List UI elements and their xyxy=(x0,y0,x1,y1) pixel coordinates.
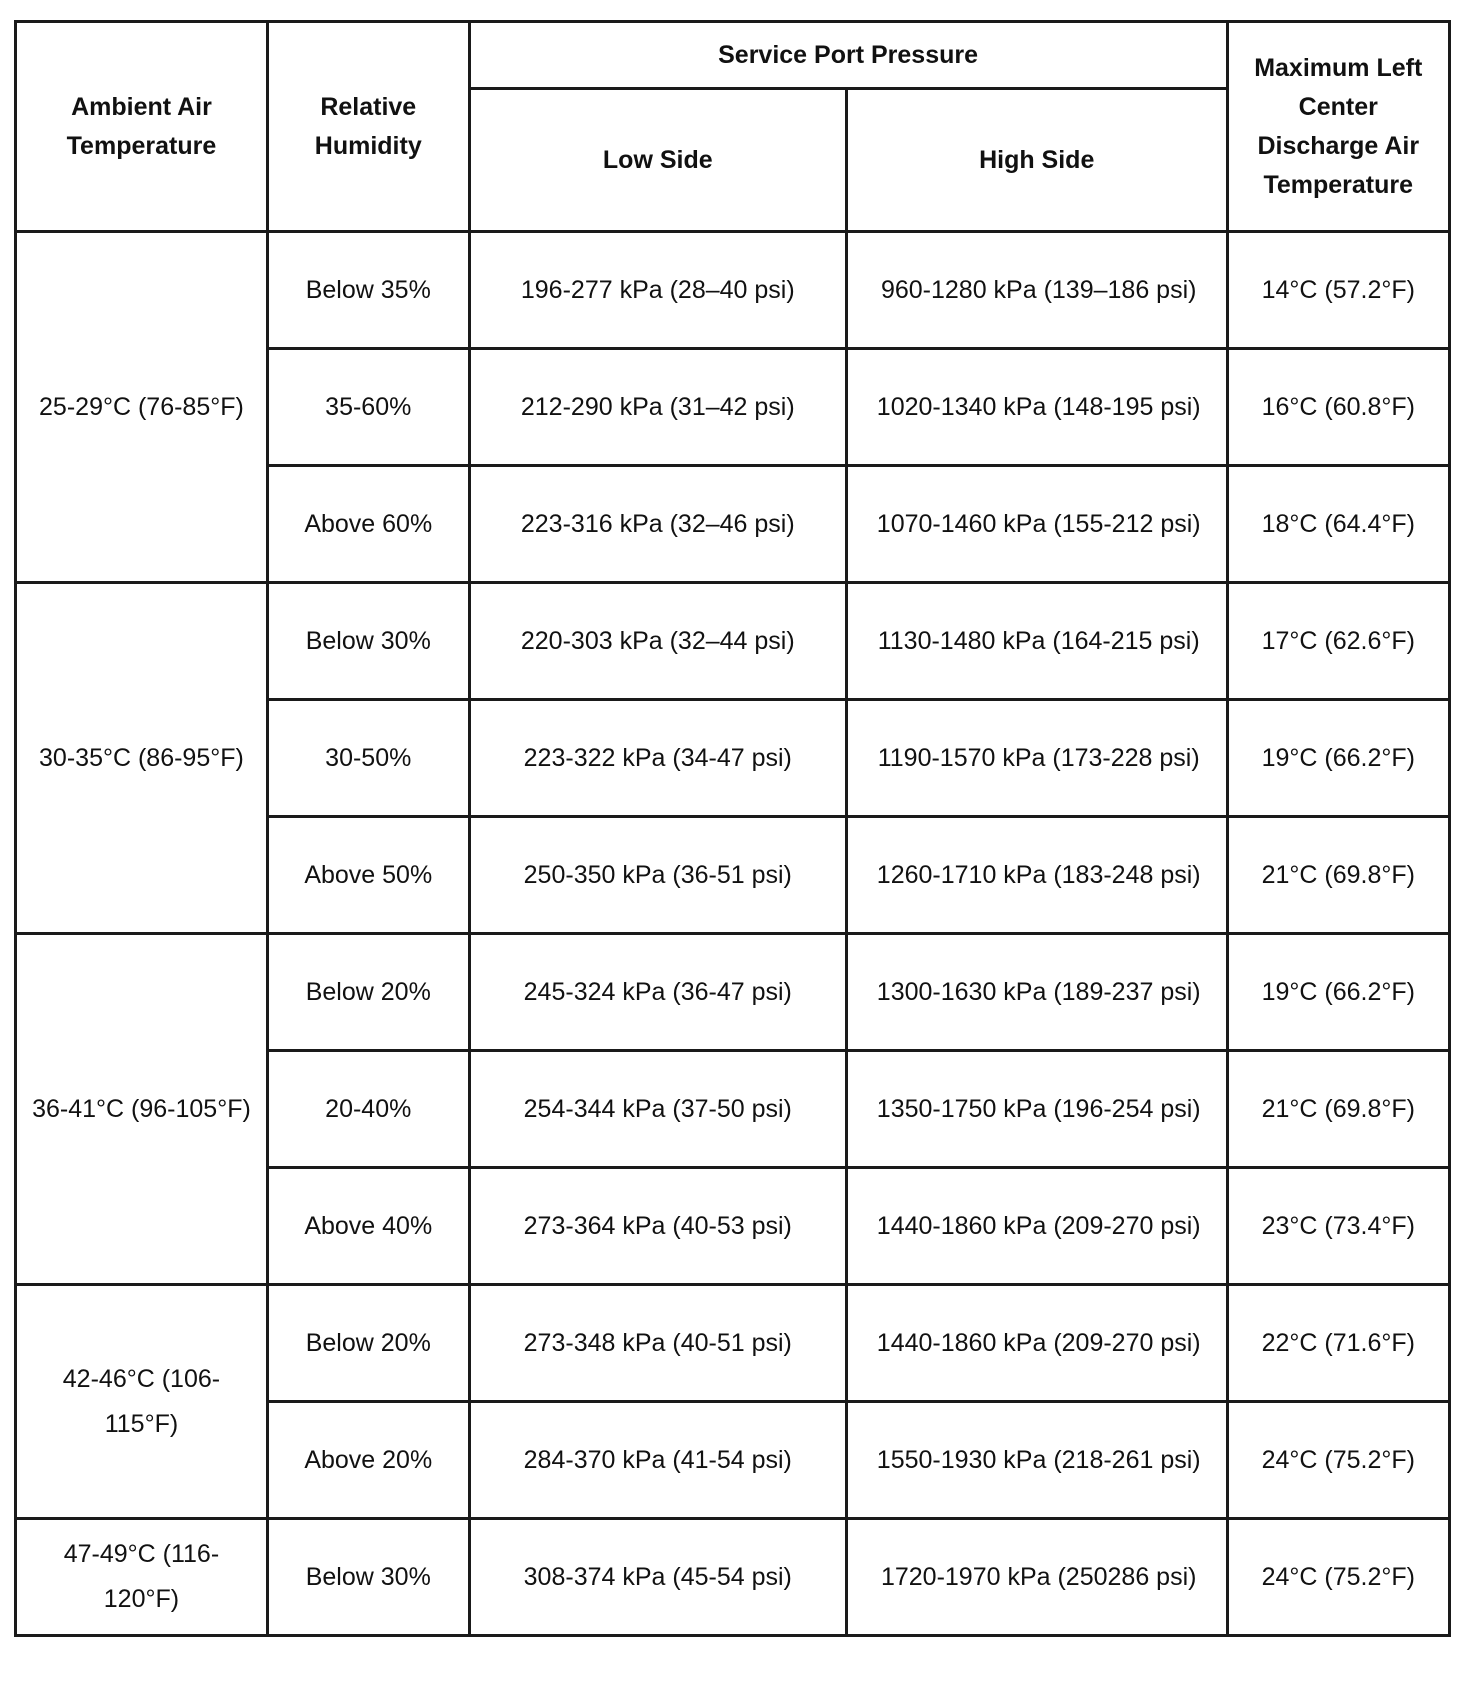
high-side-pressure-cell: 1260-1710 kPa (183-248 psi) xyxy=(846,817,1227,934)
low-side-pressure-cell: 273-364 kPa (40-53 psi) xyxy=(469,1168,846,1285)
high-side-pressure-cell: 1130-1480 kPa (164-215 psi) xyxy=(846,583,1227,700)
humidity-cell: 20-40% xyxy=(267,1051,469,1168)
high-side-pressure-cell: 1720-1970 kPa (250286 psi) xyxy=(846,1519,1227,1636)
max-discharge-air-temp-cell: 24°C (75.2°F) xyxy=(1227,1402,1449,1519)
max-discharge-air-temp-cell: 18°C (64.4°F) xyxy=(1227,466,1449,583)
humidity-cell: Below 20% xyxy=(267,934,469,1051)
max-discharge-air-temp-cell: 21°C (69.8°F) xyxy=(1227,1051,1449,1168)
ambient-temperature-cell: 25-29°C (76-85°F) xyxy=(16,232,268,583)
humidity-cell: Below 35% xyxy=(267,232,469,349)
humidity-cell: Above 20% xyxy=(267,1402,469,1519)
humidity-cell: Below 30% xyxy=(267,1519,469,1636)
max-discharge-air-temp-cell: 19°C (66.2°F) xyxy=(1227,700,1449,817)
low-side-pressure-cell: 250-350 kPa (36-51 psi) xyxy=(469,817,846,934)
table-row xyxy=(16,1285,1450,1402)
ambient-temperature-cell: 36-41°C (96-105°F) xyxy=(16,934,268,1285)
table-row xyxy=(16,232,1450,349)
low-side-pressure-cell: 308-374 kPa (45-54 psi) xyxy=(469,1519,846,1636)
table-row xyxy=(16,1519,1450,1636)
high-side-pressure-cell: 1070-1460 kPa (155-212 psi) xyxy=(846,466,1227,583)
low-side-pressure-cell: 212-290 kPa (31–42 psi) xyxy=(469,349,846,466)
low-side-pressure-cell: 220-303 kPa (32–44 psi) xyxy=(469,583,846,700)
max-discharge-air-temp-cell: 24°C (75.2°F) xyxy=(1227,1519,1449,1636)
high-side-pressure-cell: 1440-1860 kPa (209-270 psi) xyxy=(846,1168,1227,1285)
ambient-temperature-cell: 42-46°C (106-115°F) xyxy=(16,1285,268,1519)
low-side-pressure-cell: 284-370 kPa (41-54 psi) xyxy=(469,1402,846,1519)
header-high-side: High Side xyxy=(846,89,1227,232)
header-max-discharge-air-temperature: Maximum Left Center Discharge Air Temperature xyxy=(1227,22,1449,232)
table-row xyxy=(16,583,1450,700)
humidity-cell: Above 60% xyxy=(267,466,469,583)
high-side-pressure-cell: 1550-1930 kPa (218-261 psi) xyxy=(846,1402,1227,1519)
high-side-pressure-cell: 1020-1340 kPa (148-195 psi) xyxy=(846,349,1227,466)
high-side-pressure-cell: 1300-1630 kPa (189-237 psi) xyxy=(846,934,1227,1051)
max-discharge-air-temp-cell: 19°C (66.2°F) xyxy=(1227,934,1449,1051)
low-side-pressure-cell: 245-324 kPa (36-47 psi) xyxy=(469,934,846,1051)
max-discharge-air-temp-cell: 16°C (60.8°F) xyxy=(1227,349,1449,466)
table-header xyxy=(16,22,1450,232)
high-side-pressure-cell: 1350-1750 kPa (196-254 psi) xyxy=(846,1051,1227,1168)
max-discharge-air-temp-cell: 22°C (71.6°F) xyxy=(1227,1285,1449,1402)
ambient-temperature-cell: 47-49°C (116-120°F) xyxy=(16,1519,268,1636)
humidity-cell: Above 40% xyxy=(267,1168,469,1285)
humidity-cell: Below 30% xyxy=(267,583,469,700)
max-discharge-air-temp-cell: 14°C (57.2°F) xyxy=(1227,232,1449,349)
humidity-cell: Above 50% xyxy=(267,817,469,934)
pressure-spec-table-container xyxy=(14,20,1451,1637)
header-row-1 xyxy=(16,22,1450,89)
humidity-cell: Below 20% xyxy=(267,1285,469,1402)
high-side-pressure-cell: 960-1280 kPa (139–186 psi) xyxy=(846,232,1227,349)
max-discharge-air-temp-cell: 21°C (69.8°F) xyxy=(1227,817,1449,934)
header-low-side: Low Side xyxy=(469,89,846,232)
low-side-pressure-cell: 254-344 kPa (37-50 psi) xyxy=(469,1051,846,1168)
header-service-port-pressure: Service Port Pressure xyxy=(469,22,1227,89)
header-relative-humidity: Relative Humidity xyxy=(267,22,469,232)
low-side-pressure-cell: 196-277 kPa (28–40 psi) xyxy=(469,232,846,349)
humidity-cell: 35-60% xyxy=(267,349,469,466)
low-side-pressure-cell: 223-322 kPa (34-47 psi) xyxy=(469,700,846,817)
low-side-pressure-cell: 273-348 kPa (40-51 psi) xyxy=(469,1285,846,1402)
low-side-pressure-cell: 223-316 kPa (32–46 psi) xyxy=(469,466,846,583)
table-body xyxy=(16,232,1450,1636)
max-discharge-air-temp-cell: 17°C (62.6°F) xyxy=(1227,583,1449,700)
ambient-temperature-cell: 30-35°C (86-95°F) xyxy=(16,583,268,934)
humidity-cell: 30-50% xyxy=(267,700,469,817)
high-side-pressure-cell: 1190-1570 kPa (173-228 psi) xyxy=(846,700,1227,817)
header-ambient-air-temperature: Ambient Air Temperature xyxy=(16,22,268,232)
high-side-pressure-cell: 1440-1860 kPa (209-270 psi) xyxy=(846,1285,1227,1402)
pressure-spec-table xyxy=(14,20,1451,1637)
table-row xyxy=(16,934,1450,1051)
max-discharge-air-temp-cell: 23°C (73.4°F) xyxy=(1227,1168,1449,1285)
